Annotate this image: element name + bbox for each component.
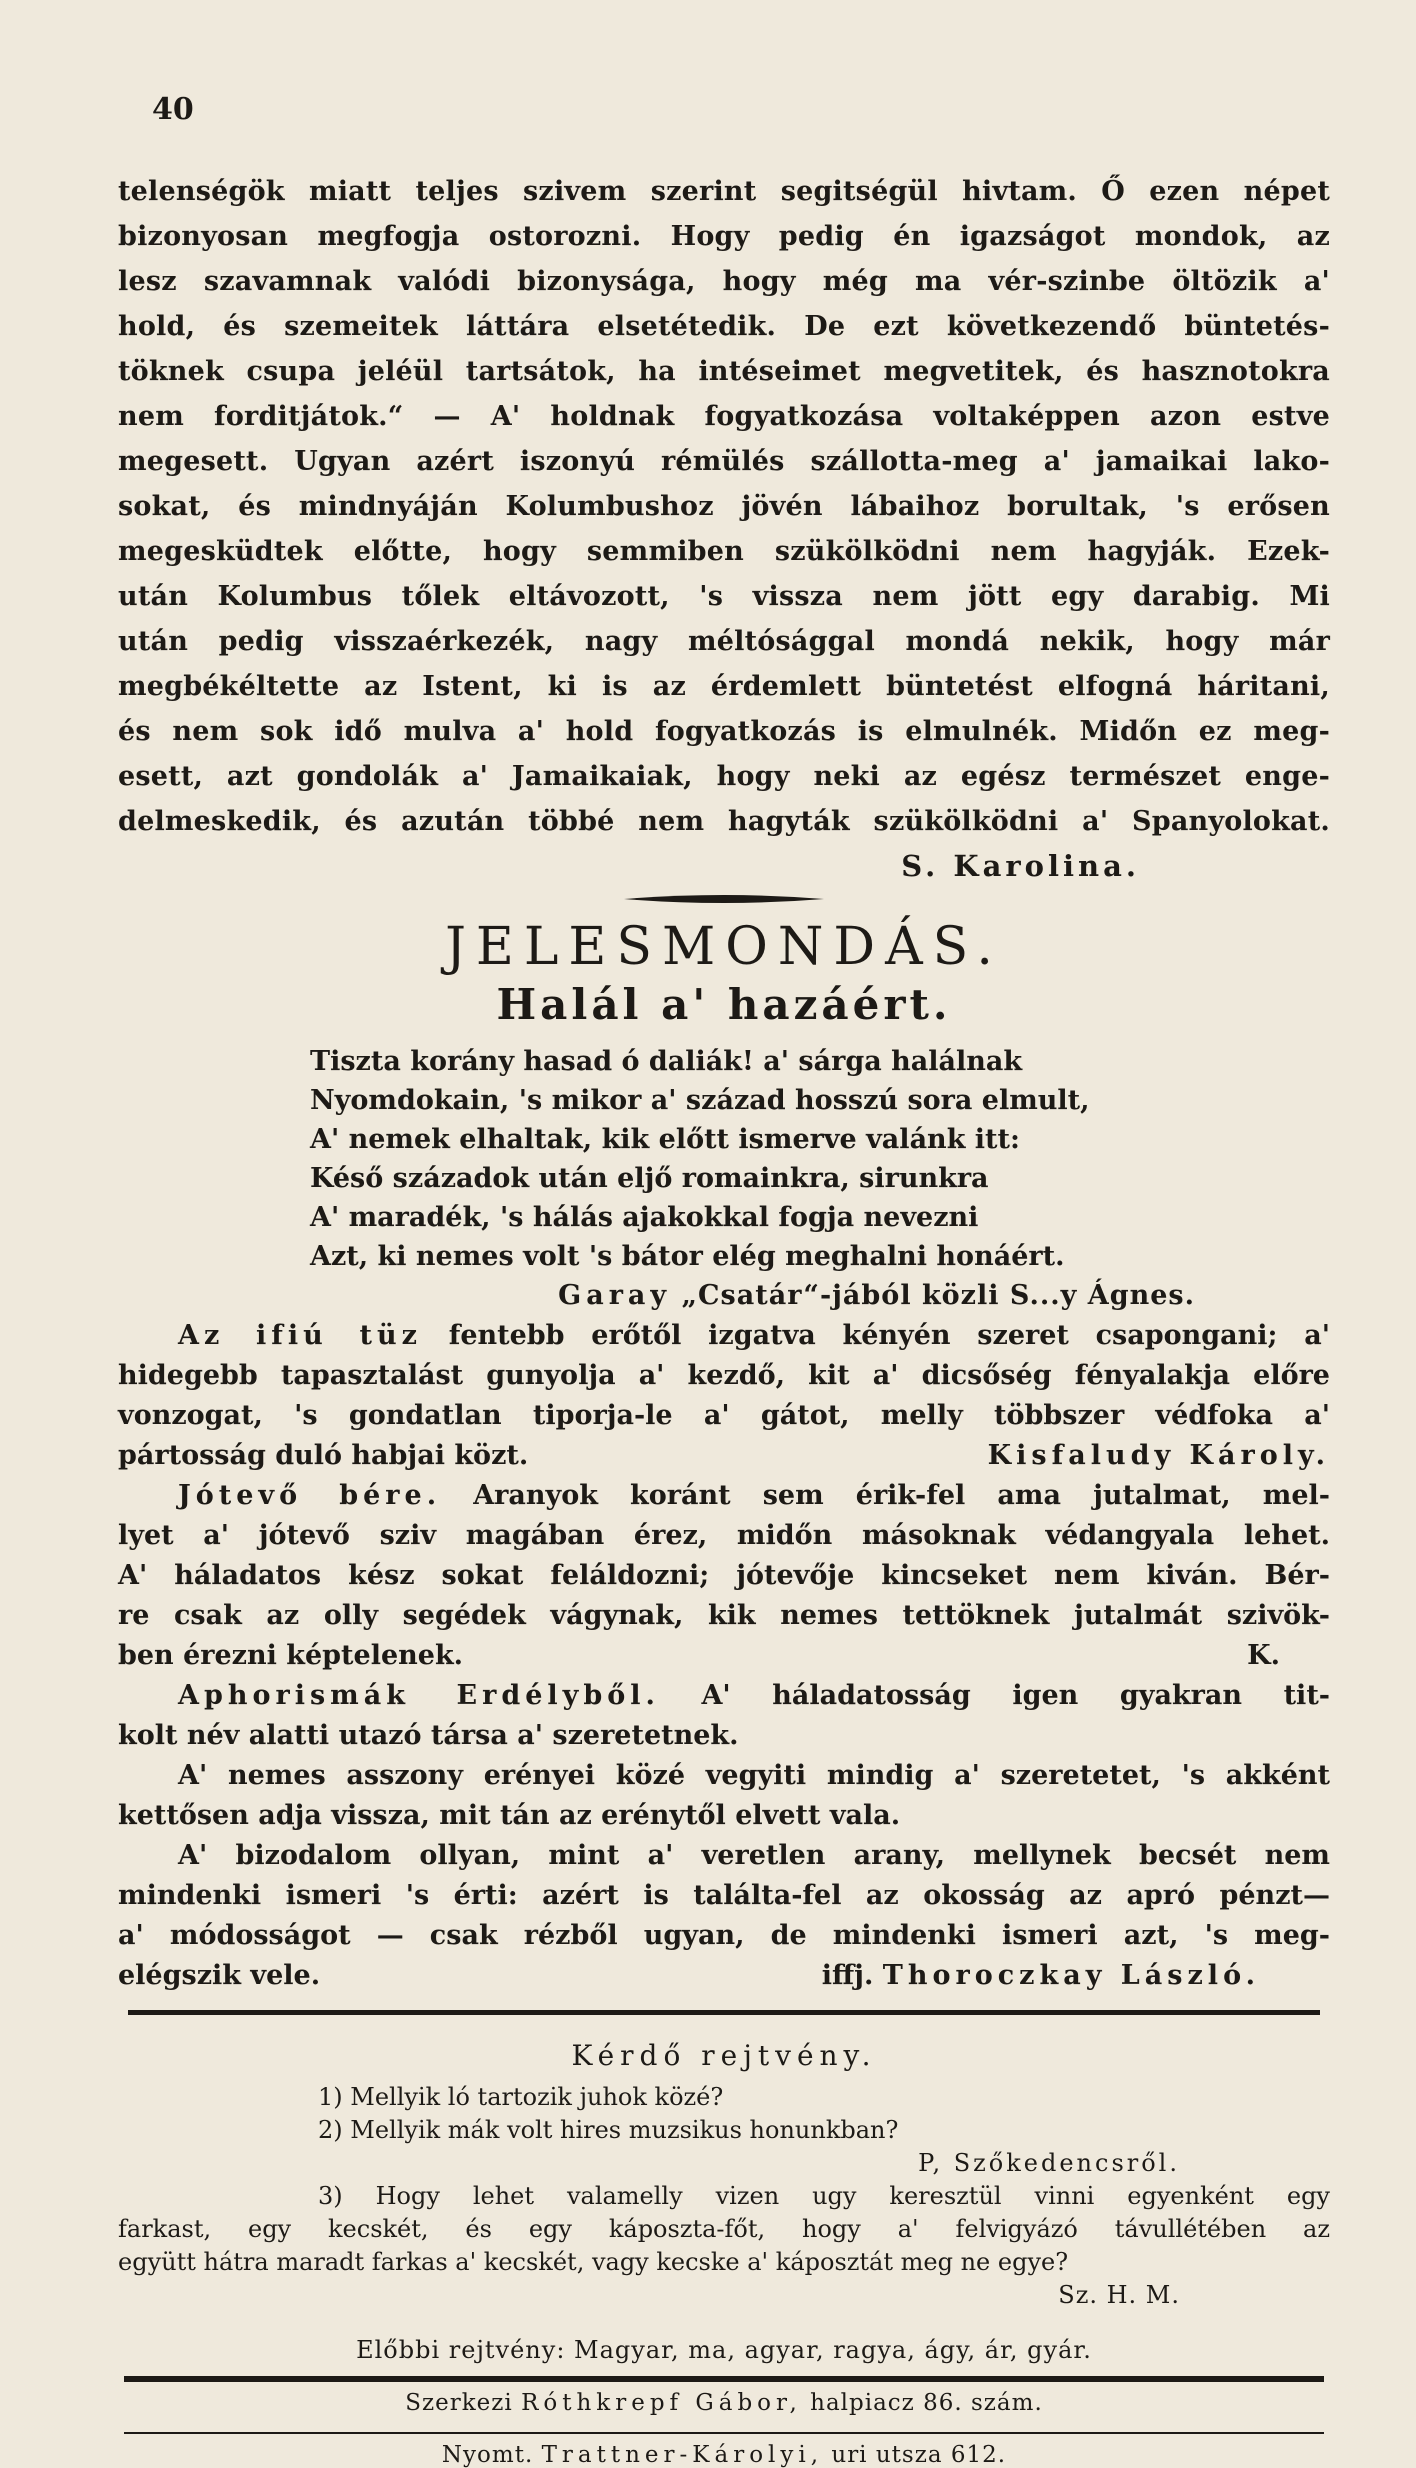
footer-rule xyxy=(124,2432,1324,2434)
text-line: mindenki ismeri 's érti: azért is találta-fel az okosság az apró pénzt— xyxy=(118,1880,1330,1911)
aphorisms xyxy=(118,1316,1330,1996)
poem-title: Halál a' hazáért. xyxy=(496,980,952,1029)
text-line: hold, és szemeitek láttára elsetétedik. De ezt következendő büntetés- xyxy=(118,311,1330,342)
text-line: re csak az olly segédek vágynak, kik nemes tettöknek jutalmát szivök- xyxy=(118,1600,1330,1631)
text-line: után pedig visszaérkezék, nagy méltósággal mondá nekik, hogy már xyxy=(118,626,1330,657)
editor-imprint xyxy=(118,2390,1330,2416)
riddle-question: 3) Hogy lehet valamelly vizen ugy keresztül vinni egyenként egy xyxy=(318,2182,1330,2210)
poem-line: A' nemek elhaltak, kik előtt ismerve valánk itt: xyxy=(310,1124,1020,1155)
text-line: A' nemes asszony erényei közé vegyiti mindig a' szeretetet, 's akként xyxy=(178,1760,1330,1791)
poem-line: A' maradék, 's hálás ajakokkal fogja nevezni xyxy=(310,1202,979,1233)
poem-credit-rest: „Csatár“-jából közli S...y Ágnes. xyxy=(681,1280,1195,1311)
imprint-label: Szerkezi xyxy=(405,2390,513,2416)
text-line: megesett. Ugyan azért iszonyú rémülés szállotta-meg a' jamaikai lako- xyxy=(118,446,1330,477)
aphorism-signature: Thoroczkay László. xyxy=(882,1960,1260,1991)
story-signature: S. Karolina. xyxy=(901,849,1140,883)
text-line: A' háladatosság igen gyakran tit- xyxy=(701,1680,1330,1711)
section-title: JELESMONDÁS. xyxy=(445,917,1003,977)
story-text xyxy=(118,169,1330,844)
poem-line: Nyomdokain, 's mikor a' század hosszú sora elmult, xyxy=(310,1085,1090,1116)
text-line: fentebb erőtől izgatva kényén szeret csapongani; a' xyxy=(448,1320,1330,1351)
aphorism-signature: Kisfaludy Károly. xyxy=(987,1440,1330,1471)
text-line: lyet a' jótevő sziv magában érez, midőn másoknak védangyala lehet. xyxy=(118,1520,1330,1551)
poem-line: Késő századok után eljő romainkra, sirunkra xyxy=(310,1163,989,1194)
text-line: A' bizodalom ollyan, mint a' veretlen arany, mellynek becsét nem xyxy=(178,1840,1330,1871)
ornament-divider xyxy=(624,892,824,906)
text-line: kolt név alatti utazó társa a' szeretetnek. xyxy=(118,1720,739,1751)
page-number: 40 xyxy=(152,92,194,127)
text-line: vonzogat, 's gondatlan tiporja-le a' gátot, melly többszer védfoka a' xyxy=(118,1400,1330,1431)
poem-credit xyxy=(118,1276,1330,1316)
riddle-answer: Előbbi rejtvény: Magyar, ma, agyar, ragya, ágy, ár, gyár. xyxy=(356,2336,1092,2364)
section-rule xyxy=(128,2010,1320,2015)
text-line: esett, azt gondolák a' Jamaikaiak, hogy neki az egész természet enge- xyxy=(118,761,1330,792)
text-line: Aranyok koránt sem érik-fel ama jutalmat, mel- xyxy=(473,1480,1330,1511)
printer-address: uri utsza 612. xyxy=(831,2442,1007,2468)
text-line: ben érezni képtelenek. xyxy=(118,1640,464,1671)
aphorism-signature: K. xyxy=(1247,1640,1280,1671)
text-line: elégszik vele. xyxy=(118,1960,321,1991)
imprint-label: Nyomt. xyxy=(441,2442,534,2468)
text-line: töknek csupa jeléül tartsátok, ha intéseimet megvetitek, és hasznotokra xyxy=(118,356,1330,387)
text-line: nem forditjátok.“ — A' holdnak fogyatkozása voltaképpen azon estve xyxy=(118,401,1330,432)
aphorism-heading: Aphorismák Erdélyből. xyxy=(178,1680,660,1711)
riddle-question: 1) Mellyik ló tartozik juhok közé? xyxy=(318,2083,724,2111)
riddle-question: 2) Mellyik mák volt hires muzsikus honunkban? xyxy=(318,2116,899,2144)
text-line: megbékéltette az Istent, ki is az érdemlett büntetést elfogná háritani, xyxy=(118,671,1330,702)
text-line: után Kolumbus tőlek eltávozott, 's vissza nem jött egy darabig. Mi xyxy=(118,581,1330,612)
poem-line: Azt, ki nemes volt 's bátor elég meghalni honáért. xyxy=(310,1241,1065,1272)
text-line: delmeskedik, és azután többé nem hagyták szükölködni a' Spanyolokat. xyxy=(118,806,1330,837)
text-line: együtt hátra maradt farkas a' kecskét, vagy kecske a' káposztát meg ne egye? xyxy=(118,2248,1069,2276)
aphorism-heading: Jótevő bére. xyxy=(178,1480,442,1511)
text-line: sokat, és mindnyáján Kolumbushoz jövén lábaihoz borultak, 's erősen xyxy=(118,491,1330,522)
editor-address: halpiacz 86. szám. xyxy=(810,2390,1043,2416)
text-line: megesküdtek előtte, hogy semmiben szükölködni nem hagyják. Ezek- xyxy=(118,536,1330,567)
poem-line: Tiszta korány hasad ó daliák! a' sárga halálnak xyxy=(310,1046,1023,1077)
printer-name: Trattner-Károlyi, xyxy=(541,2442,824,2468)
riddle-signature: Sz. H. M. xyxy=(1058,2281,1180,2309)
text-line: és nem sok idő mulva a' hold fogyatkozás is elmulnék. Midőn ez meg- xyxy=(118,716,1330,747)
text-line: a' módosságot — csak rézből ugyan, de mindenki ismeri azt, 's meg- xyxy=(118,1920,1330,1951)
riddle-title: Kérdő rejtvény. xyxy=(571,2039,877,2072)
riddle-signature: P, Szőkedencsről. xyxy=(918,2149,1180,2177)
poem-credit-name: Garay xyxy=(558,1280,672,1311)
text-line: kettősen adja vissza, mit tán az erénytől elvett vala. xyxy=(118,1800,901,1831)
text-line: pártosság duló habjai közt. xyxy=(118,1440,529,1471)
text-line: lesz szavamnak valódi bizonysága, hogy még ma vér-szinbe öltözik a' xyxy=(118,266,1330,297)
aphorism-heading: Az ifiú tüz xyxy=(178,1320,422,1351)
text-line: telenségök miatt teljes szivem szerint segitségül hivtam. Ő ezen népet xyxy=(118,176,1330,207)
text-line: A' háladatos kész sokat feláldozni; jótevője kincseket nem kiván. Bér- xyxy=(118,1560,1330,1591)
printer-imprint xyxy=(118,2442,1330,2468)
footer-rule xyxy=(124,2376,1324,2382)
poem xyxy=(310,1042,1330,1276)
riddle xyxy=(118,2081,1330,2312)
text-line: hidegebb tapasztalást gunyolja a' kezdő, kit a' dicsőség fényalakja előre xyxy=(118,1360,1330,1391)
editor-name: Róthkrepf Gábor, xyxy=(521,2390,802,2416)
text-line: bizonyosan megfogja ostorozni. Hogy pedig én igazságot mondok, az xyxy=(118,221,1330,252)
signature-prefix: iffj. xyxy=(821,1960,874,1991)
text-line: farkast, egy kecskét, és egy káposzta-főt, hogy a' felvigyázó távullétében az xyxy=(118,2215,1330,2243)
